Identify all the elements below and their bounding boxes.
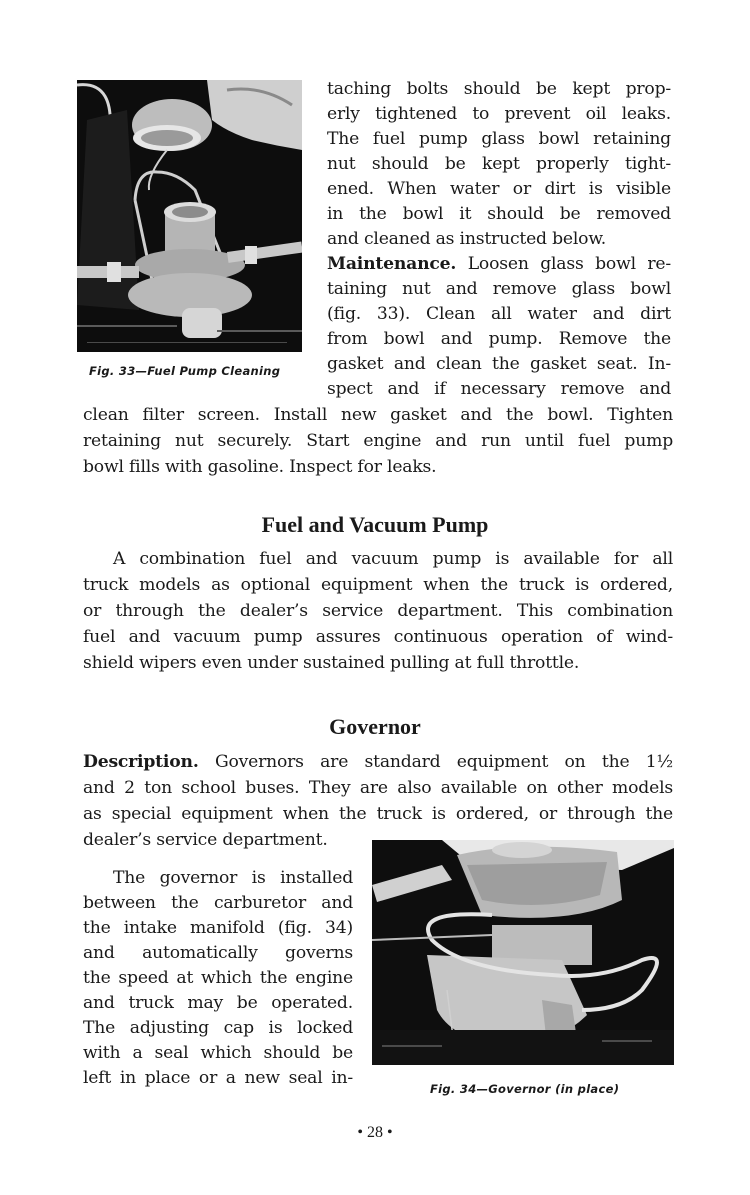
text-line: shield wipers even under sustained pulling at full throttle. [83,653,580,673]
text-line: and 2 ton school buses. They are also available on other models [83,778,673,798]
text-line: clean filter screen. Install new gasket and the bowl. Tighten [83,405,673,425]
description-label: Description. [83,752,199,772]
fig34-caption: Fig. 34—Governor (in place) [430,1082,620,1096]
text-line: left in place or a new seal in- [83,1068,353,1088]
text-line: dealer’s service department. [83,830,328,850]
text-line: The adjusting cap is locked [83,1018,353,1038]
text-line: and automatically governs [83,943,353,963]
text-line: bowl fills with gasoline. Inspect for leaks. [83,457,437,477]
text-line: and truck may be operated. [83,993,353,1013]
fig33-photo [77,80,302,352]
text-line: taining nut and remove glass bowl [327,279,671,299]
fuel-pump-photo-icon [77,80,302,352]
text-line: the intake manifold (fig. 34) [83,918,353,938]
page-number: • 28 • [357,1124,393,1141]
section-heading-governor: Governor [329,714,421,739]
text-line: nut should be kept properly tight- [327,154,671,174]
maintenance-paragraph-line [327,252,671,277]
text-line: the speed at which the engine [83,968,353,988]
fig33-caption: Fig. 33—Fuel Pump Cleaning [89,364,281,378]
text-line: retaining nut securely. Start engine and run until fuel pump [83,431,673,451]
text-line: from bowl and pump. Remove the [327,329,671,349]
text-line: gasket and clean the gasket seat. In- [327,354,671,374]
text-line: in the bowl it should be removed [327,204,671,224]
governor-photo-icon [372,840,674,1065]
text-line: between the carburetor and [83,893,353,913]
maintenance-label: Maintenance. [327,254,457,274]
text-line: The governor is installed [113,868,353,888]
text-line: truck models as optional equipment when the truck is ordered, [83,575,673,595]
text-line: taching bolts should be kept prop- [327,79,671,99]
description-line [83,750,673,775]
text-span: Loosen glass bowl re- [456,254,671,274]
fig34-photo [372,840,674,1065]
text-line: spect and if necessary remove and [327,379,671,399]
text-line: fuel and vacuum pump assures continuous operation of wind- [83,627,673,647]
text-span: Governors are standard equipment on the 1½ [198,752,673,772]
section-heading-fuel-vacuum-pump: Fuel and Vacuum Pump [261,512,489,537]
text-line: with a seal which should be [83,1043,353,1063]
text-line: as special equipment when the truck is ordered, or through the [83,804,673,824]
text-line: The fuel pump glass bowl retaining [327,129,671,149]
text-line: A combination fuel and vacuum pump is available for all [113,549,673,569]
text-line: or through the dealer’s service department. This combination [83,601,673,621]
text-line: (fig. 33). Clean all water and dirt [327,304,671,324]
text-line: and cleaned as instructed below. [327,229,607,249]
text-line: ened. When water or dirt is visible [327,179,671,199]
text-line: erly tightened to prevent oil leaks. [327,104,671,124]
